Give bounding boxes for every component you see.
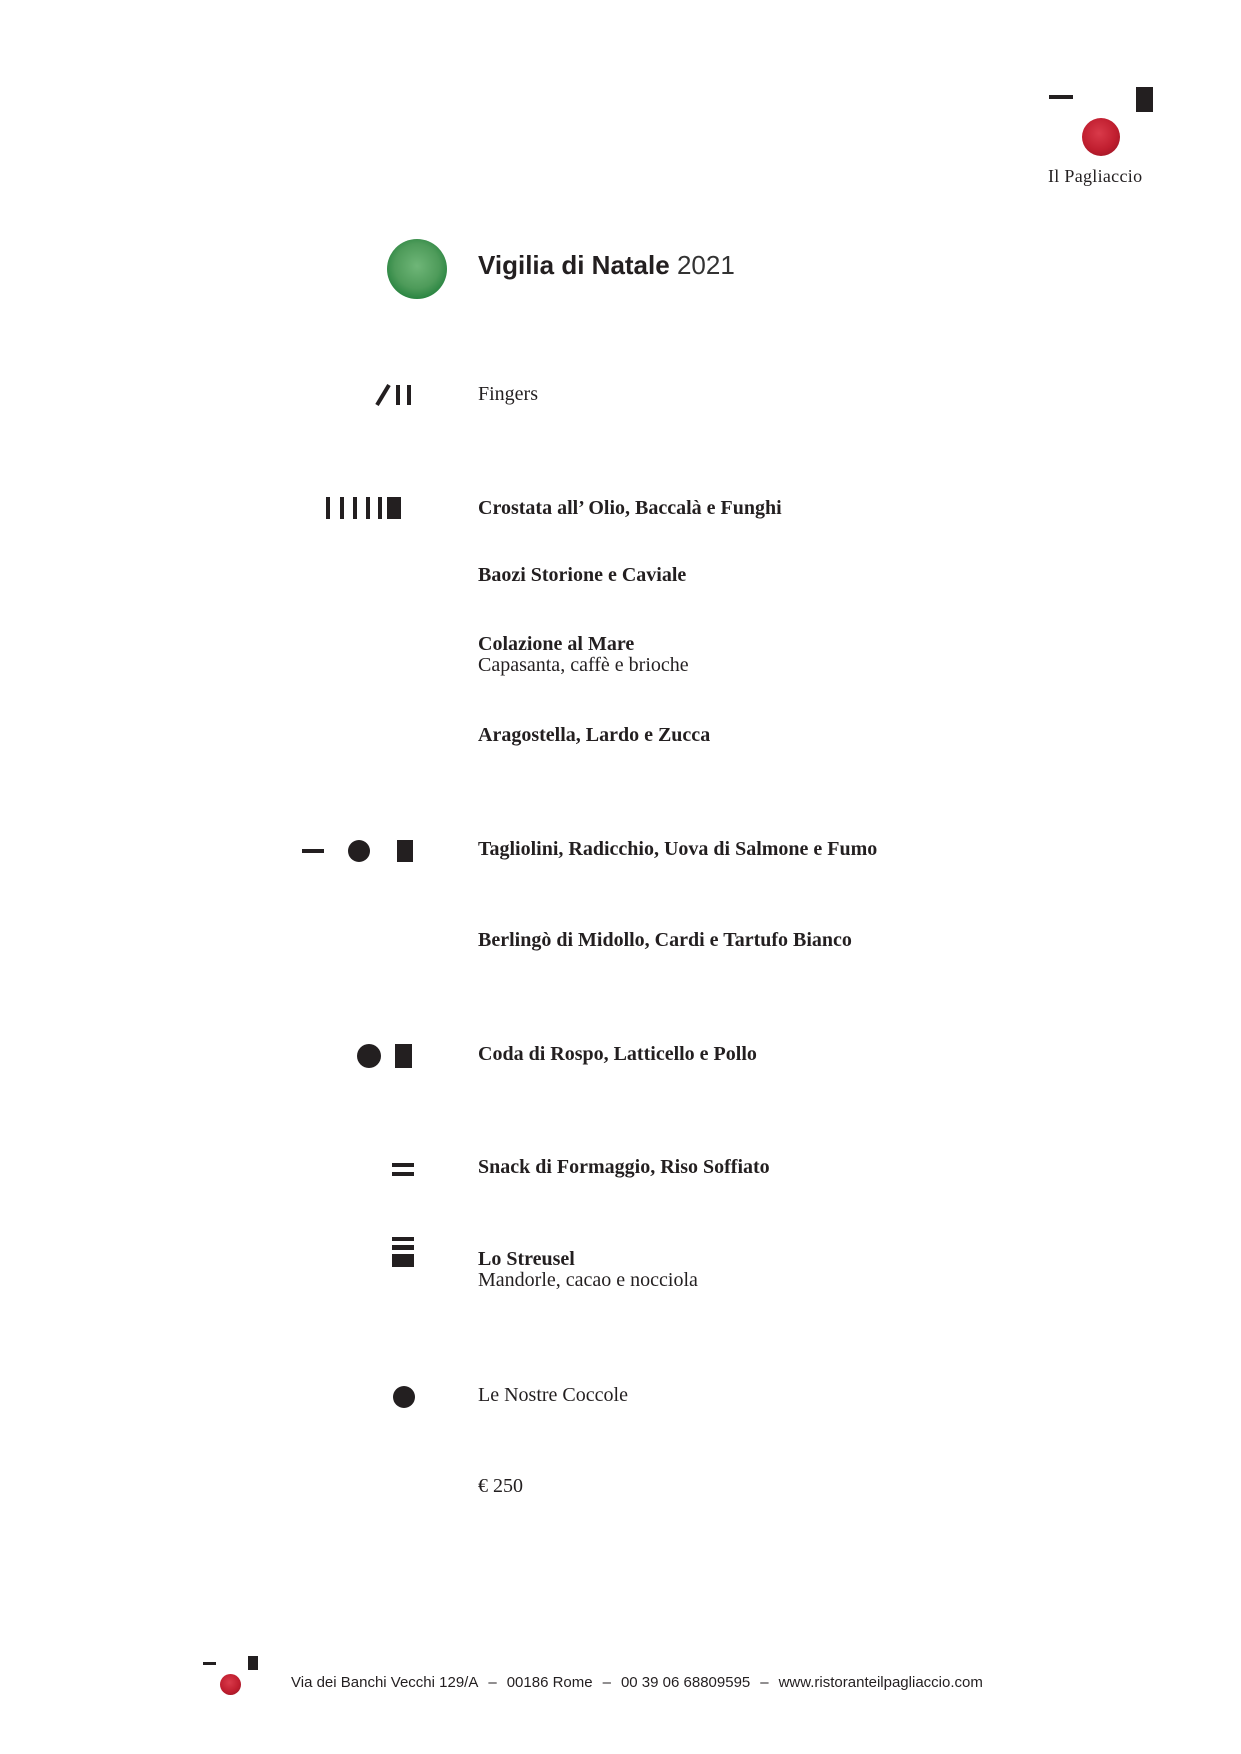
menu-item: Le Nostre Coccole	[478, 1384, 628, 1406]
menu-item: Berlingò di Midollo, Cardi e Tartufo Bianco	[478, 929, 852, 951]
menu-item: Aragostella, Lardo e Zucca	[478, 724, 711, 746]
footer-separator: –	[602, 1674, 611, 1691]
logo-dash-icon	[1049, 95, 1073, 99]
title-bold: Vigilia di Natale	[478, 250, 670, 280]
menu-item: Crostata all’ Olio, Baccalà e Funghi	[478, 497, 782, 519]
menu-item: Snack di Formaggio, Riso Soffiato	[478, 1156, 770, 1178]
menu-item-desc: Capasanta, caffè e brioche	[478, 654, 689, 676]
footer-website[interactable]: www.ristoranteilpagliaccio.com	[778, 1674, 983, 1691]
footer-address: Via dei Banchi Vecchi 129/A	[291, 1674, 479, 1691]
title-year: 2021	[676, 250, 735, 280]
footer-logo-square-icon	[248, 1656, 258, 1670]
footer-city: 00186 Rome	[506, 1674, 593, 1691]
menu-item: Coda di Rospo, Latticello e Pollo	[478, 1043, 757, 1065]
footer-logo-red-dot-icon	[220, 1674, 241, 1695]
green-dot-icon	[387, 239, 447, 299]
menu-item	[478, 1248, 698, 1292]
slash-bars-icon	[375, 383, 415, 407]
menu-item: Fingers	[478, 383, 538, 405]
footer-phone: 00 39 06 68809595	[620, 1674, 751, 1691]
logo-square-icon	[1136, 87, 1153, 112]
menu-item-name: Colazione al Mare	[478, 633, 635, 655]
footer-separator: –	[760, 1674, 769, 1691]
footer-contact	[291, 1674, 983, 1691]
menu-item: Baozi Storione e Caviale	[478, 564, 687, 586]
price: € 250	[478, 1475, 523, 1497]
page-title	[478, 250, 735, 281]
menu-item-name: Lo Streusel	[478, 1248, 575, 1270]
footer-separator: –	[488, 1674, 497, 1691]
restaurant-name: Il Pagliaccio	[1048, 166, 1143, 186]
menu-item	[478, 633, 689, 677]
footer-logo-dash-icon	[203, 1662, 216, 1665]
logo-red-dot-icon	[1082, 118, 1120, 156]
menu-item: Tagliolini, Radicchio, Uova di Salmone e Fumo	[478, 838, 878, 860]
menu-item-desc: Mandorle, cacao e nocciola	[478, 1269, 698, 1291]
dot-icon	[393, 1386, 415, 1408]
